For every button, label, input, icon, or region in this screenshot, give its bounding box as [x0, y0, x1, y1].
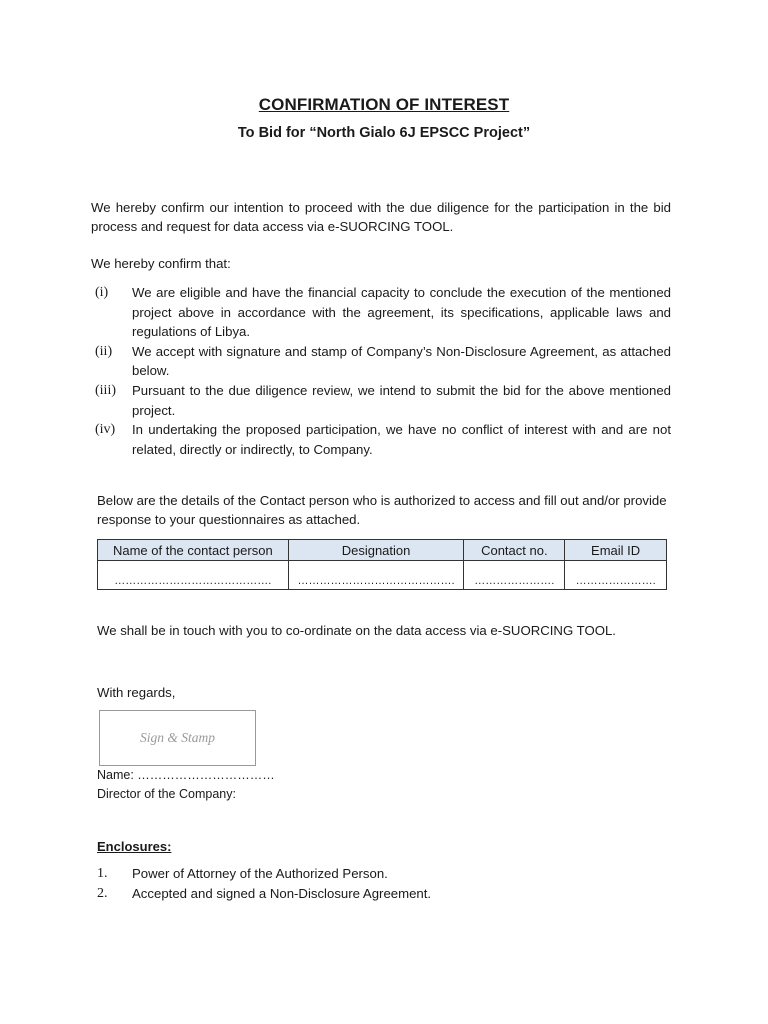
contact-table [97, 539, 667, 590]
intro-paragraph: We hereby confirm our intention to proceed with the due diligence for the participation in the bid process and request for data access via e-SUORCING TOOL. [91, 200, 671, 234]
list-item-text: We accept with signature and stamp of Company’s Non-Disclosure Agreement, as attached below. [132, 343, 671, 379]
document-title: CONFIRMATION OF INTEREST [258, 95, 510, 114]
enclosure-number: 2. [97, 886, 108, 901]
touch-paragraph: We shall be in touch with you to co-ordinate on the data access via e-SUORCING TOOL. [97, 623, 616, 638]
list-item-number: (i) [95, 285, 109, 300]
confirm-lead: We hereby confirm that: [91, 256, 231, 271]
enclosure-text: Accepted and signed a Non-Disclosure Agreement. [132, 886, 432, 901]
list-item-number: (iii) [95, 382, 116, 398]
cell-designation: ……………………………………. [288, 561, 464, 590]
contact-intro: Below are the details of the Contact person who is authorized to access and fill out and/or provide response to your questionnaires as attached. [97, 493, 667, 527]
cell-contact-name: ……………………………………. [98, 561, 289, 590]
list-item [95, 342, 671, 381]
sign-stamp-label: Sign & Stamp [139, 730, 215, 745]
cell-email-id: …………………. [565, 561, 667, 590]
table-row [98, 561, 667, 590]
signatory-block [97, 766, 397, 804]
header-designation: Designation [288, 540, 464, 561]
regards: With regards, [97, 685, 176, 700]
header-contact-name: Name of the contact person [98, 540, 289, 561]
enclosures-list [97, 864, 597, 904]
list-item [95, 283, 671, 342]
list-item-text: In undertaking the proposed participation, we have no conflict of interest with and are not related, directly or indirectly, to Company. [132, 422, 671, 457]
list-item [97, 864, 597, 884]
list-item-number: (iv) [95, 422, 116, 438]
table-header-row [98, 540, 667, 561]
name-line: Name: …………………………… [97, 768, 275, 782]
header-contact-no: Contact no. [464, 540, 565, 561]
list-item-number: (ii) [95, 343, 113, 359]
director-line: Director of the Company: [97, 787, 236, 801]
confirmation-list [95, 283, 671, 459]
cell-contact-no: …………………. [464, 561, 565, 590]
list-item [95, 420, 671, 459]
list-item-text: Pursuant to the due diligence review, we intend to submit the bid for the above mentioned project. [132, 382, 671, 418]
list-item-text: We are eligible and have the financial capacity to conclude the execution of the mentioned project above in accordance with the agreement, its specifications, applicable laws and regulations of Libya. [132, 285, 671, 340]
sign-stamp-box [99, 710, 256, 766]
document-subtitle: To Bid for “North Gialo 6J EPSCC Project” [237, 125, 531, 141]
list-item [97, 884, 597, 904]
header-email-id: Email ID [565, 540, 667, 561]
enclosures-heading: Enclosures: [97, 839, 172, 854]
enclosure-text: Power of Attorney of the Authorized Person. [132, 866, 388, 881]
enclosure-number: 1. [97, 866, 108, 881]
list-item [95, 381, 671, 420]
